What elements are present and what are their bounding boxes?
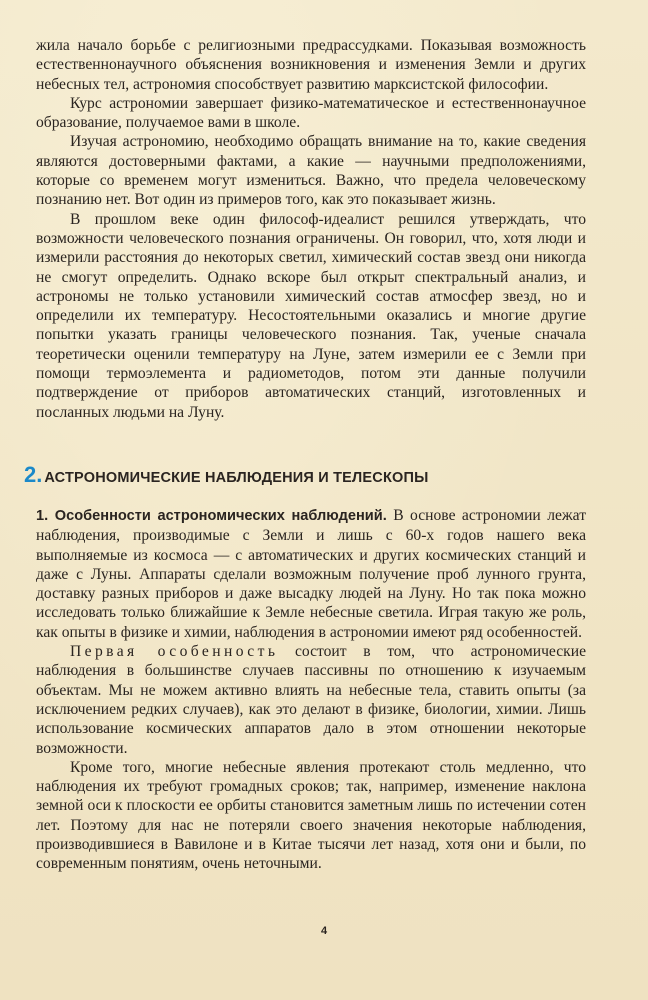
page-number: 4 <box>320 925 328 937</box>
subsection-paragraph <box>36 506 586 642</box>
section-title: АСТРОНОМИЧЕСКИЕ НАБЛЮДЕНИЯ И ТЕЛЕСКОПЫ <box>44 469 429 486</box>
first-feature-paragraph <box>36 642 586 758</box>
subsection-text: В основе астрономии лежат наблюдения, производимые с Земли и лишь с 60-х годов нашего века выполняемые из космоса — с автоматических и других космических станций и даже с Луны. Аппараты сделали возможным получение проб лунного грунта, доставку разных приборов и даже высадку людей на Луну. Но так пока можно исследовать только ближайшие к Земле небесные светила. Играя такую же роль, как опыты в физике и химии, наблюдения в астрономии имеют ряд особенностей. <box>36 506 587 641</box>
first-feature-text: состоит в том, что астрономические наблюдения в большинстве случаев пассивны по отношению к изучаемым объектам. Мы не можем активно влиять на небесные тела, ставить опыты (за исключением редких случаев), как это делают в физике, биологии, химии. Лишь использование космических аппаратов дало в этом отношении некоторые возможности. <box>36 643 586 757</box>
section-heading <box>24 462 586 488</box>
closing-paragraph: Кроме того, многие небесные явления протекают столь медленно, что наблюдения их требуют громадных сроков; так, например, изменение наклона земной оси к плоскости ее орбиты становится заметным лишь по истечении сотен лет. Поэтому для нас не потеряли своего значения некоторые наблюдения, производившиеся в Вавилоне и в Китае тысячи лет назад, хотя они и были, по современным понятиям, очень неточными. <box>36 758 586 873</box>
section-number: 2. <box>24 461 43 487</box>
intro-paragraph-1: жила начало борьбе с религиозными предрассудками. Показывая возможность естественнонаучного объяснения возникновения и изменения Земли и других небесных тел, астрономия способствует развитию марксистской философии. <box>36 37 586 93</box>
subsection-title: 1. Особенности астрономических наблюдений. <box>36 507 387 524</box>
intro-paragraph-3: Изучая астрономию, необходимо обращать внимание на то, какие сведения являются достоверными фактами, а какие — научными предположениями, которые со временем могут измениться. Важно, что предела человеческому познанию нет. Вот один из примеров того, как это показывает жизнь. <box>36 133 586 209</box>
intro-paragraph-2: Курс астрономии завершает физико-математическое и естественнонаучное образование, получаемое вами в школе. <box>36 94 586 132</box>
intro-paragraph-4: В прошлом веке один философ-идеалист решился утверждать, что возможности человеческого познания ограничены. Он говорил, что, хотя люди и измерили расстояния до некоторых светил, химический состав звезд они никогда не смогут определить. Однако вскоре был открыт спектральный анализ, и астрономы не только установили химический состав атмосфер звезд, но и определили их температуру. Несостоятельными оказались и многие другие попытки указать границы человеческого познания. Так, ученые сначала теоретически оценили температуру на Луне, затем измерили ее с Земли при помощи термоэлемента и радиометодов, потом эти данные получили подтверждение от приборов автоматических станций, изготовленных и посланных людьми на Луну. <box>36 210 586 421</box>
first-feature-lead: Первая особенность <box>70 643 279 661</box>
